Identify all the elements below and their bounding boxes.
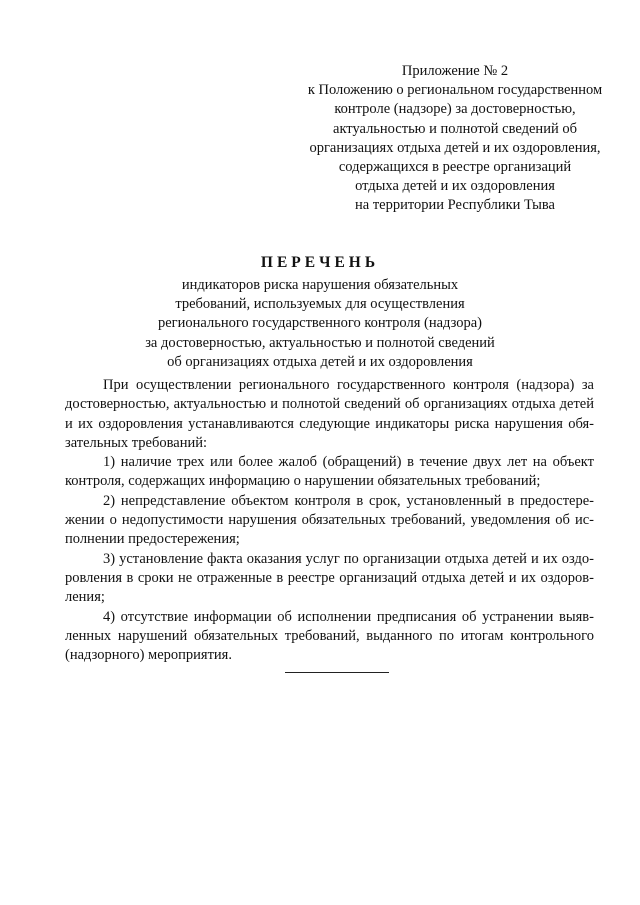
intro-paragraph: При осуществлении регионального государственного контроля (надзора) за достоверностью, актуальностью и полнотой сведений об организациях отдыха детей и их оздоровления устанавливаются следующие индикаторы риска нарушения обязательных требований: — [65, 377, 594, 451]
appendix-line: актуальностью и полнотой сведений об — [333, 120, 577, 137]
subtitle-line: за достоверностью, актуальностью и полнотой сведений — [145, 334, 495, 351]
appendix-line: Приложение № 2 — [401, 63, 509, 79]
document-heading — [90, 253, 550, 372]
list-item: 4) отсутствие информации об исполнении предписания об устранении выявленных нарушений обязательных требований, выданного по итогам контрольного (надзорного) мероприятия. — [65, 608, 594, 664]
subtitle-line: регионального государственного контроля (надзора) — [158, 315, 482, 332]
subtitle-line: требований, используемых для осуществления — [175, 296, 465, 313]
appendix-line: организациях отдыха детей и их оздоровления, — [309, 139, 601, 156]
document-title: ПЕРЕЧЕНЬ — [260, 254, 380, 271]
subtitle-line: индикаторов риска нарушения обязательных — [181, 277, 459, 293]
appendix-line: контроле (надзоре) за достоверностью, — [334, 101, 576, 118]
document-subtitle — [90, 276, 550, 372]
list-item: 2) непредставление объектом контроля в срок, установленный в предостережении о недопустимости нарушения обязательных требований, уведомления об исполнении предостережения; — [65, 492, 594, 548]
appendix-line: на территории Республики Тыва — [355, 197, 555, 214]
appendix-line: отдыха детей и их оздоровления — [355, 178, 555, 195]
list-item: 3) установление факта оказания услуг по организации отдыха детей и их оздоровления в сроки не отраженные в реестре организаций отдыха детей и их оздоровления; — [65, 550, 594, 606]
subtitle-line: об организациях отдыха детей и их оздоровления — [167, 353, 473, 370]
document-body — [65, 376, 594, 665]
list-item: 1) наличие трех или более жалоб (обращений) в течение двух лет на объект контроля, содержащих информацию о нарушении обязательных требований; — [65, 454, 594, 490]
appendix-header — [290, 62, 620, 216]
closing-divider — [285, 672, 389, 673]
appendix-line: к Положению о региональном государственном — [307, 82, 603, 99]
appendix-line: содержащихся в реестре организаций — [338, 159, 572, 176]
